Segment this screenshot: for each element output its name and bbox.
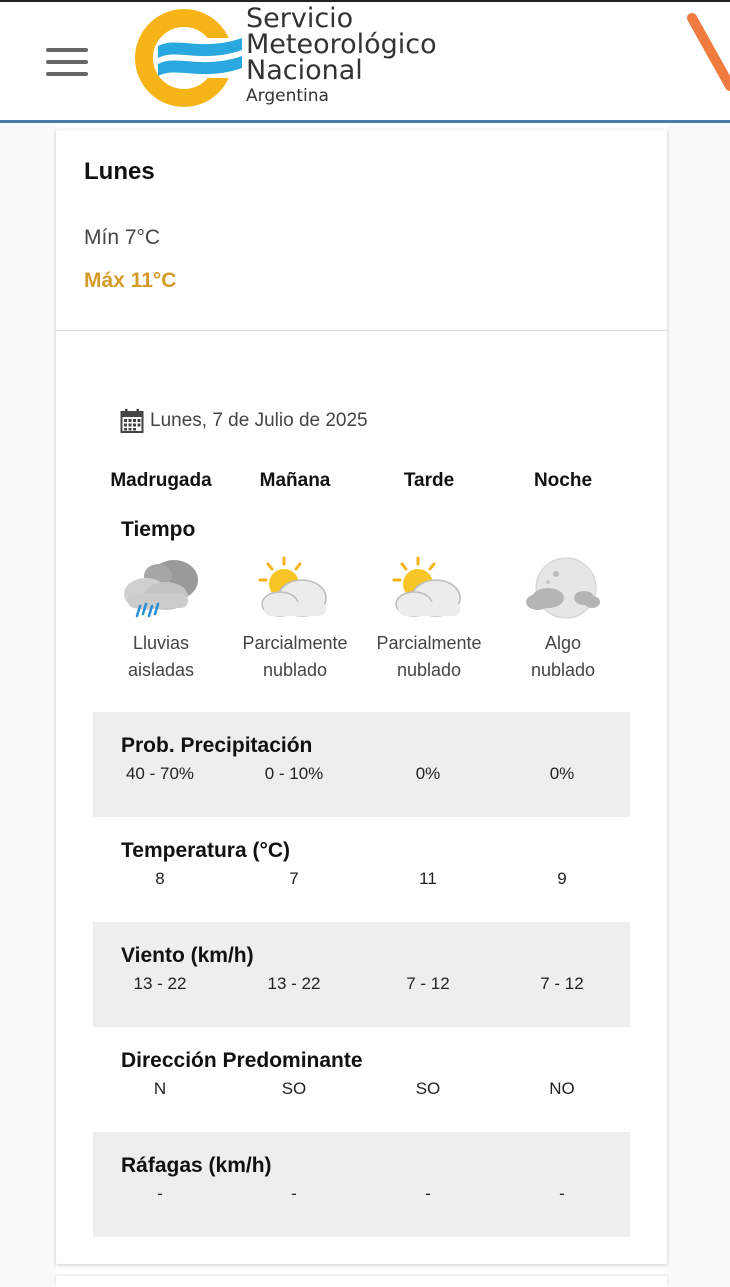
row-title: Dirección Predominante [121,1049,363,1072]
weather-icon-1 [228,552,362,624]
row-value: 0% [415,764,441,783]
row-value: 8 [155,869,165,888]
weather-desc-3 [496,630,630,684]
partly-cloudy-icon [384,552,474,622]
partly-cloudy-icon [250,552,340,622]
day-title: Lunes [84,158,155,185]
logo-line-2: Meteorológico [246,29,437,60]
row-title: Viento (km/h) [121,944,254,967]
weather-desc-3-line1: Algo [544,633,582,653]
site-header [0,2,730,123]
weather-desc-3-line2: nublado [530,660,596,680]
weather-desc-0-line1: Lluvias [132,633,190,653]
weather-desc-0-line2: aisladas [127,660,195,680]
page-gutter-right [667,123,730,1287]
weather-desc-2 [362,630,496,684]
row-value: 13 - 22 [267,974,321,993]
temperature-row [93,817,630,922]
row-value: 0 - 10% [264,764,324,783]
row-value: N [153,1079,167,1098]
moon-cloud-icon [518,552,608,622]
wind-row [93,922,630,1027]
row-title: Ráfagas (km/h) [121,1154,272,1177]
row-value: 7 - 12 [540,974,584,993]
logo-line-1: Servicio [246,3,354,34]
weather-desc-2-line1: Parcialmente [376,633,482,653]
forecast-date-text: Lunes, 7 de Julio de 2025 [150,410,368,431]
row-value: 7 [289,869,299,888]
weather-desc-1 [228,630,362,684]
row-value: 0% [549,764,575,783]
row-value: 40 - 70% [125,764,195,783]
wind-direction-row [93,1027,630,1132]
weather-title: Tiempo [121,518,196,541]
weather-desc-1-line2: nublado [262,660,328,680]
row-title: Prob. Precipitación [121,734,313,757]
card-divider [56,330,667,331]
smn-logo-icon[interactable] [124,8,244,108]
logo-subtitle: Argentina [246,86,329,106]
page-gutter-left [0,123,56,1287]
row-value: SO [281,1079,307,1098]
period-noche: Noche [533,470,593,491]
row-title: Temperatura (°C) [121,839,291,862]
weather-desc-1-line1: Parcialmente [242,633,348,653]
row-value: 11 [419,869,437,888]
precipitation-row [93,712,630,817]
gusts-row [93,1132,630,1237]
calendar-icon [120,408,144,434]
row-value: - [425,1184,431,1203]
forecast-date [120,408,368,434]
row-value: 7 - 12 [406,974,450,993]
logo-wordmark[interactable] [246,3,437,106]
row-value: 9 [557,869,567,888]
rain-cloud-icon [116,552,206,622]
period-madrugada: Madrugada [110,470,212,491]
weather-icon-2 [362,552,496,624]
weather-icon-3 [496,552,630,624]
orange-stripe-icon [686,8,730,98]
period-tarde: Tarde [403,470,455,491]
row-value: SO [415,1079,441,1098]
row-value: - [559,1184,565,1203]
max-temperature: Máx 11°C [84,269,177,292]
weather-desc-2-line2: nublado [396,660,462,680]
weather-desc-0 [94,630,228,684]
logo-line-3: Nacional [246,55,363,86]
row-value: - [157,1184,163,1203]
next-card-edge [56,1276,667,1287]
min-temperature: Mín 7°C [84,226,161,249]
forecast-card [56,130,667,1264]
hamburger-menu-icon[interactable] [46,46,90,78]
weather-icon-0 [94,552,228,624]
row-value: 13 - 22 [133,974,187,993]
period-manana: Mañana [259,470,331,491]
row-value: NO [549,1079,575,1098]
row-value: - [291,1184,297,1203]
